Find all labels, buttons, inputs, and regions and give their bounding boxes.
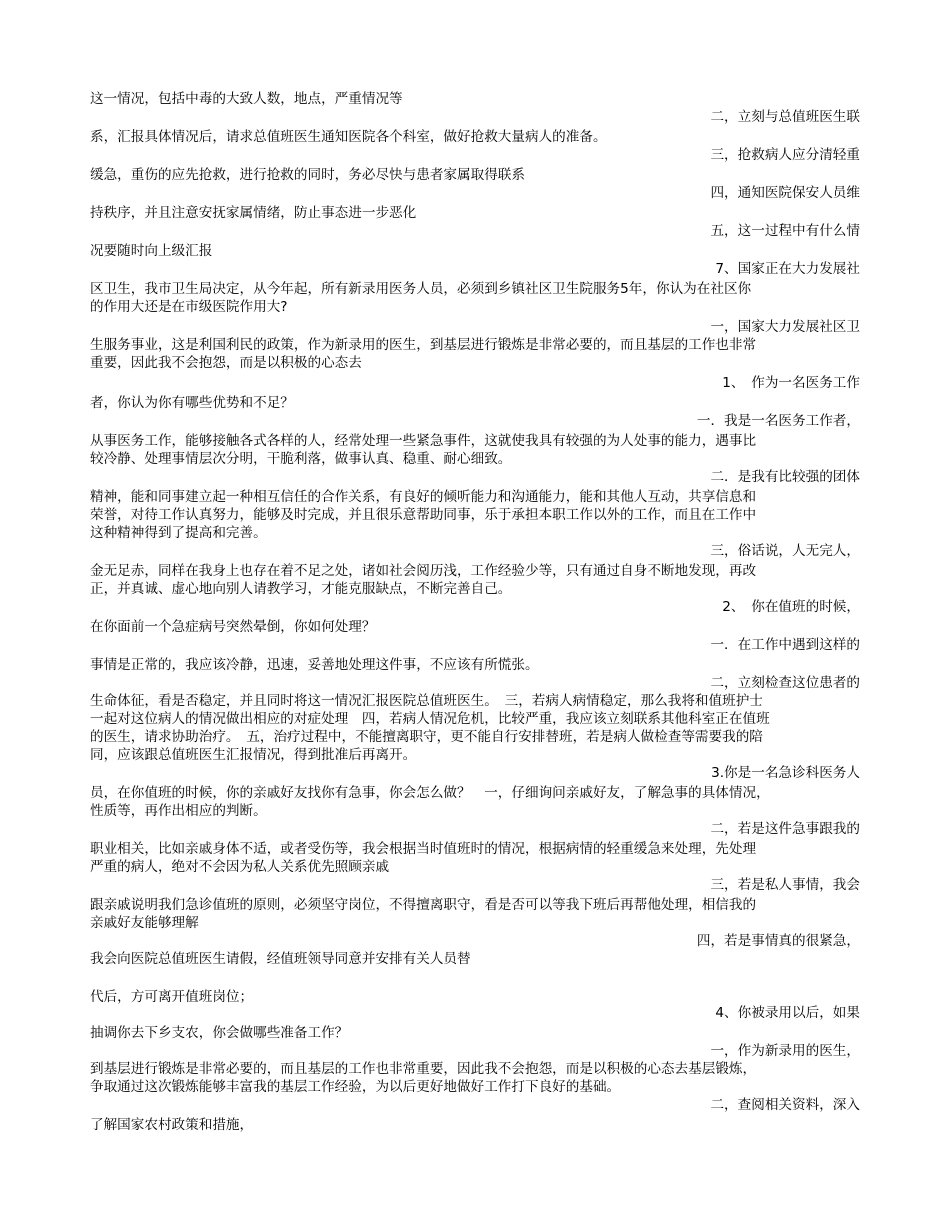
text-line: 者，你认为你有哪些优势和不足？ [90, 395, 294, 411]
text-line: 生命体征，看是否稳定，并且同时将这一情况汇报医院总值班医生。 三，若病人病情稳定，那么我将和值班护士 [90, 693, 763, 709]
text-line: 系，汇报具体情况后，请求总值班医生通知医院各个科室，做好抢救大量病人的准备。 [90, 129, 607, 145]
text-line: 四，通知医院保安人员维 [710, 185, 860, 201]
text-line: 从事医务工作，能够接触各式各样的人，经常处理一些紧急事件，这就使我具有较强的为人处事的能力，遇事比 [90, 433, 757, 449]
text-line: 员，在你值班的时候，你的亲戚好友找你有急事，你会怎么做？ 一，仔细询问亲戚好友，了解急事的具体情况， [90, 785, 770, 801]
text-line: 在你面前一个急症病号突然晕倒，你如何处理？ [90, 619, 376, 635]
text-line: 三，抢救病人应分清轻重 [710, 147, 860, 163]
text-line: 持秩序，并且注意安抚家属情绪，防止事态进一步恶化 [90, 205, 417, 221]
text-line: 同，应该跟总值班医生汇报情况，得到批准后再离开。 [90, 747, 417, 763]
text-line: 金无足赤，同样在我身上也存在着不足之处，诸如社会阅历浅，工作经验少等，只有通过自身不断地发现，再改 [90, 563, 757, 579]
text-line: 三，俗话说，人无完人， [710, 543, 860, 559]
text-line: 这一情况，包括中毒的大致人数，地点，严重情况等 [90, 91, 403, 107]
text-line: 正，并真诚、虚心地向别人请教学习，才能克服缺点，不断完善自己。 [90, 581, 512, 597]
text-line: 了解国家农村政策和措施， [90, 1117, 254, 1133]
text-line: 这种精神得到了提高和完善。 [90, 525, 267, 541]
text-line: 生服务事业，这是利国利民的政策，作为新录用的医生，到基层进行锻炼是非常必要的，而且基层的工作也非常 [90, 337, 757, 353]
text-line: 二．是我有比较强的团体 [710, 469, 860, 485]
text-line: 一，作为新录用的医生， [710, 1043, 860, 1059]
text-line: 重要，因此我不会抱怨，而是以积极的心态去 [90, 355, 362, 371]
text-line: 职业相关，比如亲戚身体不适，或者受伤等，我会根据当时值班时的情况，根据病情的轻重缓急来处理，先处理 [90, 841, 757, 857]
text-line: 一起对这位病人的情况做出相应的对症处理 四，若病人情况危机，比较严重，我应该立刻联系其他科室正在值班 [90, 711, 770, 727]
text-line: 的医生，请求协助治疗。 五，治疗过程中，不能擅离职守，更不能自行安排替班，若是病人做检查等需要我的陪 [90, 729, 763, 745]
text-line: 一．我是一名医务工作者， [696, 413, 860, 429]
text-line: 的作用大还是在市级医院作用大? [90, 299, 288, 315]
text-line: 一．在工作中遇到这样的 [710, 637, 860, 653]
text-line: 我会向医院总值班医生请假，经值班领导同意并安排有关人员替 [90, 951, 471, 967]
text-line: 亲戚好友能够理解 [90, 915, 199, 931]
text-line: 2、 你在值班的时候， [722, 599, 860, 615]
text-line: 抽调你去下乡支农，你会做哪些准备工作？ [90, 1025, 349, 1041]
text-line: 较冷静、处理事情层次分明，干脆利落，做事认真、稳重、耐心细致。 [90, 451, 512, 467]
text-line: 二，查阅相关资料，深入 [710, 1097, 860, 1113]
text-line: 7、国家正在大力发展社 [715, 261, 860, 277]
text-line: 三，若是私人事情，我会 [710, 877, 860, 893]
text-line: 五，这一过程中有什么情 [710, 223, 860, 239]
text-line: 到基层进行锻炼是非常必要的，而且基层的工作也非常重要，因此我不会抱怨，而是以积极的心态去基层锻炼， [90, 1061, 757, 1077]
text-line: 跟亲戚说明我们急诊值班的原则，必须坚守岗位，不得擅离职守，看是否可以等我下班后再帮他处理，相信我的 [90, 897, 757, 913]
text-line: 二，立刻检查这位患者的 [710, 675, 860, 691]
text-line: 区卫生，我市卫生局决定，从今年起，所有新录用医务人员，必须到乡镇社区卫生院服务5年，你认为在社区你 [90, 281, 752, 297]
text-line: 代后，方可离开值班岗位； [90, 989, 254, 1005]
text-line: 一，国家大力发展社区卫 [710, 319, 860, 335]
text-line: 3.你是一名急诊科医务人 [711, 765, 860, 781]
text-line: 争取通过这次锻炼能够丰富我的基层工作经验，为以后更好地做好工作打下良好的基础。 [90, 1079, 621, 1095]
text-line: 四，若是事情真的很紧急， [696, 933, 860, 949]
text-line: 事情是正常的，我应该冷静，迅速，妥善地处理这件事，不应该有所慌张。 [90, 657, 539, 673]
text-line: 荣誉，对待工作认真努力，能够及时完成，并且很乐意帮助同事，乐于承担本职工作以外的工作，而且在工作中 [90, 507, 757, 523]
text-line: 性质等，再作出相应的判断。 [90, 803, 267, 819]
text-line: 缓急，重伤的应先抢救，进行抢救的同时，务必尽快与患者家属取得联系 [90, 167, 525, 183]
text-line: 精神，能和同事建立起一种相互信任的合作关系，有良好的倾听能力和沟通能力，能和其他人互动，共享信息和 [90, 489, 757, 505]
text-line: 1、 作为一名医务工作 [722, 375, 860, 391]
text-line: 况要随时向上级汇报 [90, 243, 213, 259]
text-line: 二，若是这件急事跟我的 [710, 821, 860, 837]
text-line: 严重的病人，绝对不会因为私人关系优先照顾亲戚 [90, 859, 390, 875]
text-line: 4、你被录用以后，如果 [715, 1005, 860, 1021]
text-line: 二，立刻与总值班医生联 [710, 109, 860, 125]
